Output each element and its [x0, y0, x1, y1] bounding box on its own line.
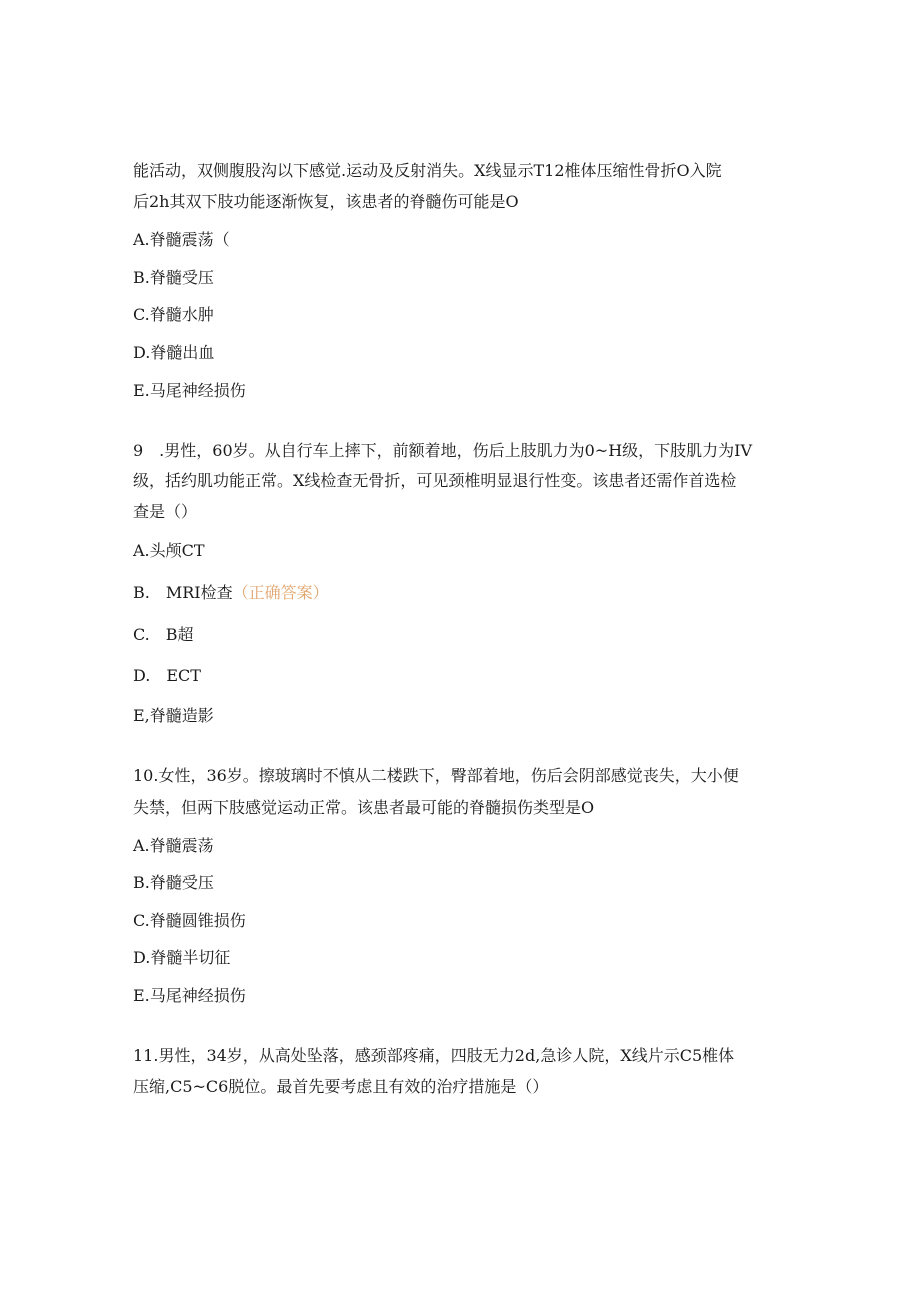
q11-stem-line-2: 压缩,C5~C6脱位。最首先要考虑且有效的治疗措施是（）	[133, 1077, 549, 1096]
q10-option-b: B.脊髓受压	[133, 873, 214, 892]
q10-option-a: A.脊髓震荡	[133, 836, 214, 855]
q9-option-b-text: B. MRI检查	[133, 583, 233, 602]
q8-option-b: B.脊髓受压	[133, 268, 214, 287]
q9-option-e: E,脊髓造影	[133, 706, 214, 725]
q8-option-e: E.马尾神经损伤	[133, 381, 246, 400]
q10-stem-line-2: 失禁，但两下肢感觉运动正常。该患者最可能的脊髓损伤类型是O	[133, 798, 595, 817]
q10-stem-line-1: 10.女性，36岁。擦玻璃时不慎从二楼跌下，臀部着地，伤后会阴部感觉丧失，大小便	[133, 766, 739, 785]
q9-stem-line-1: 9 .男性，60岁。从自行车上摔下，前额着地，伤后上肢肌力为0~H级，下肢肌力为IV	[133, 441, 753, 460]
q8-option-a: A.脊髓震荡（	[133, 230, 230, 249]
q9-option-d: D. ECT	[133, 666, 201, 685]
q9-option-a: A.头颅CT	[133, 541, 205, 560]
q10-option-e: E.马尾神经损伤	[133, 986, 246, 1005]
q9-stem-line-3: 查是（）	[133, 502, 198, 521]
q8-stem-line-2: 后2h其双下肢功能逐渐恢复，该患者的脊髓伤可能是O	[133, 192, 519, 211]
q10-option-c: C.脊髓圆锥损伤	[133, 911, 246, 930]
q8-option-d: D.脊髓出血	[133, 343, 215, 362]
q8-stem-line-1: 能活动，双侧腹股沟以下感觉.运动及反射消失。X线显示T12椎体压缩性骨折O入院	[133, 161, 722, 180]
q9-stem-line-2: 级，括约肌功能正常。X线检查无骨折，可见颈椎明显退行性变。该患者还需作首选检	[133, 471, 737, 490]
q9-option-b	[133, 583, 329, 603]
q9-option-c: C. B超	[133, 625, 194, 644]
q11-stem-line-1: 11.男性，34岁，从高处坠落，感颈部疼痛，四肢无力2d,急诊人院，X线片示C5椎体	[133, 1046, 735, 1065]
correct-answer-note: （正确答案）	[232, 583, 329, 602]
q8-option-c: C.脊髓水肿	[133, 305, 214, 324]
q10-option-d: D.脊髓半切征	[133, 948, 231, 967]
